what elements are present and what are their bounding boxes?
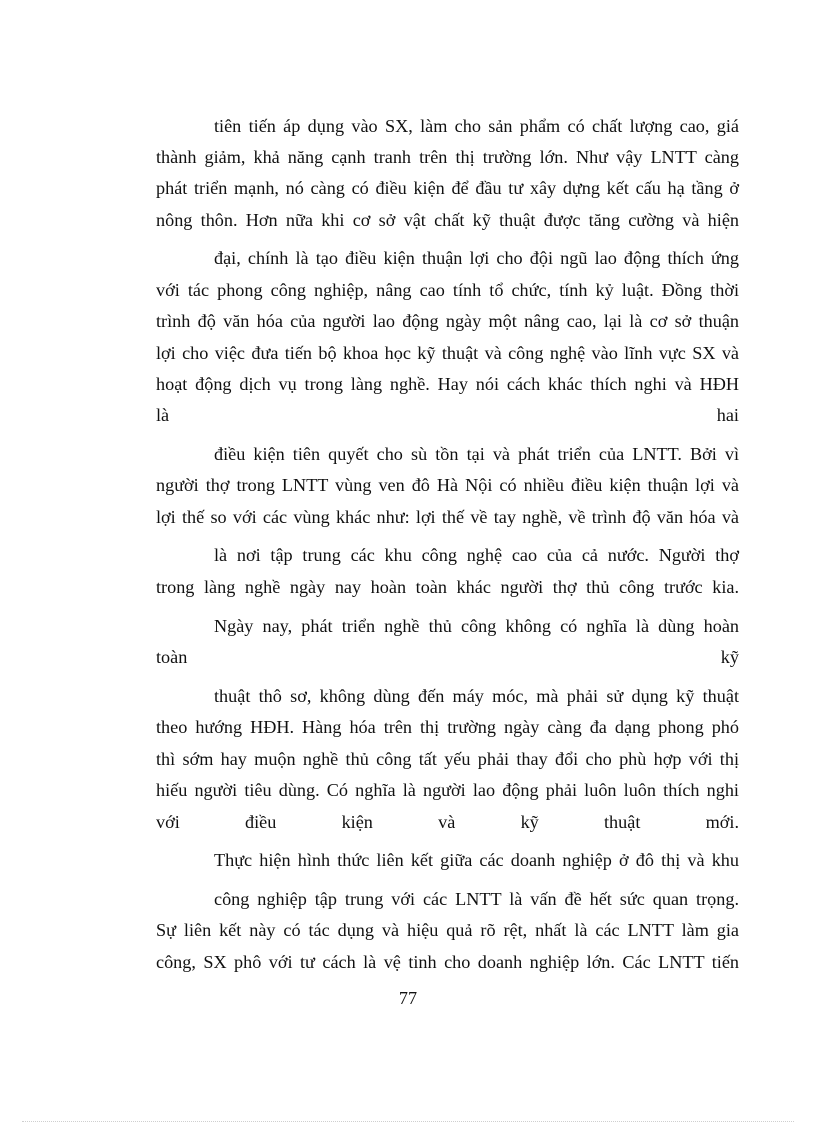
text-line: Sự liên kết này có tác dụng và hiệu quả rõ rệt, nhất là các LNTT làm gia [156, 920, 739, 940]
text-line: với tác phong công nghiệp, nâng cao tính tổ chức, tính kỷ luật. Đồng thời [156, 280, 739, 300]
text-line: với điều kiện và kỹ thuật mới. [156, 812, 739, 832]
page-bottom-rule [22, 1121, 794, 1122]
text-line: phát triển mạnh, nó càng có điều kiện để đầu tư xây dựng kết cấu hạ tầng ở [156, 178, 739, 198]
text-line: công nghiệp tập trung với các LNTT là vấn đề hết sức quan trọng. [214, 889, 739, 909]
text-line: toàn kỹ [156, 647, 739, 667]
text-line: người thợ trong LNTT vùng ven đô Hà Nội có nhiều điều kiện thuận lợi và [156, 475, 739, 495]
text-line: lợi cho việc đưa tiến bộ khoa học kỹ thuật và công nghệ vào lĩnh vực SX và [156, 343, 739, 363]
text-line: điều kiện tiên quyết cho sù tồn tại và phát triển của LNTT. Bởi vì [214, 444, 739, 464]
text-line: hoạt động dịch vụ trong làng nghề. Hay nói cách khác thích nghi và HĐH [156, 374, 739, 394]
text-line: Ngày nay, phát triển nghề thủ công không có nghĩa là dùng hoàn [214, 616, 739, 636]
text-line: lợi thế so với các vùng khác như: lợi thế về tay nghề, về trình độ văn hóa và [156, 507, 739, 527]
text-line: theo hướng HĐH. Hàng hóa trên thị trường ngày càng đa dạng phong phó [156, 717, 739, 737]
text-line: trình độ văn hóa của người lao động ngày một nâng cao, lại là cơ sở thuận [156, 311, 739, 331]
text-line: hiếu người tiêu dùng. Có nghĩa là người lao động phải luôn luôn thích nghi [156, 780, 739, 800]
text-line: thuật thô sơ, không dùng đến máy móc, mà phải sử dụng kỹ thuật [214, 686, 739, 706]
text-line: trong làng nghề ngày nay hoàn toàn khác người thợ thủ công trước kia. [156, 577, 739, 597]
text-line: thành giảm, khả năng cạnh tranh trên thị trường lớn. Như vậy LNTT càng [156, 147, 739, 167]
text-line: đại, chính là tạo điều kiện thuận lợi cho đội ngũ lao động thích ứng [214, 248, 739, 268]
text-line: nông thôn. Hơn nữa khi cơ sở vật chất kỹ thuật được tăng cường và hiện [156, 210, 739, 230]
text-line: tiên tiến áp dụng vào SX, làm cho sản phẩm có chất lượng cao, giá [214, 116, 739, 136]
text-line: là nơi tập trung các khu công nghệ cao của cả nước. Người thợ [214, 545, 739, 565]
text-line: công, SX phô với tư cách là vệ tinh cho doanh nghiệp lớn. Các LNTT tiến [156, 952, 739, 972]
page-number: 77 [398, 988, 418, 1008]
text-line: là hai [156, 405, 739, 425]
text-line: thì sớm hay muộn nghề thủ công tất yếu phải thay đổi cho phù hợp với thị [156, 749, 739, 769]
text-line: Thực hiện hình thức liên kết giữa các doanh nghiệp ở đô thị và khu [214, 850, 739, 870]
